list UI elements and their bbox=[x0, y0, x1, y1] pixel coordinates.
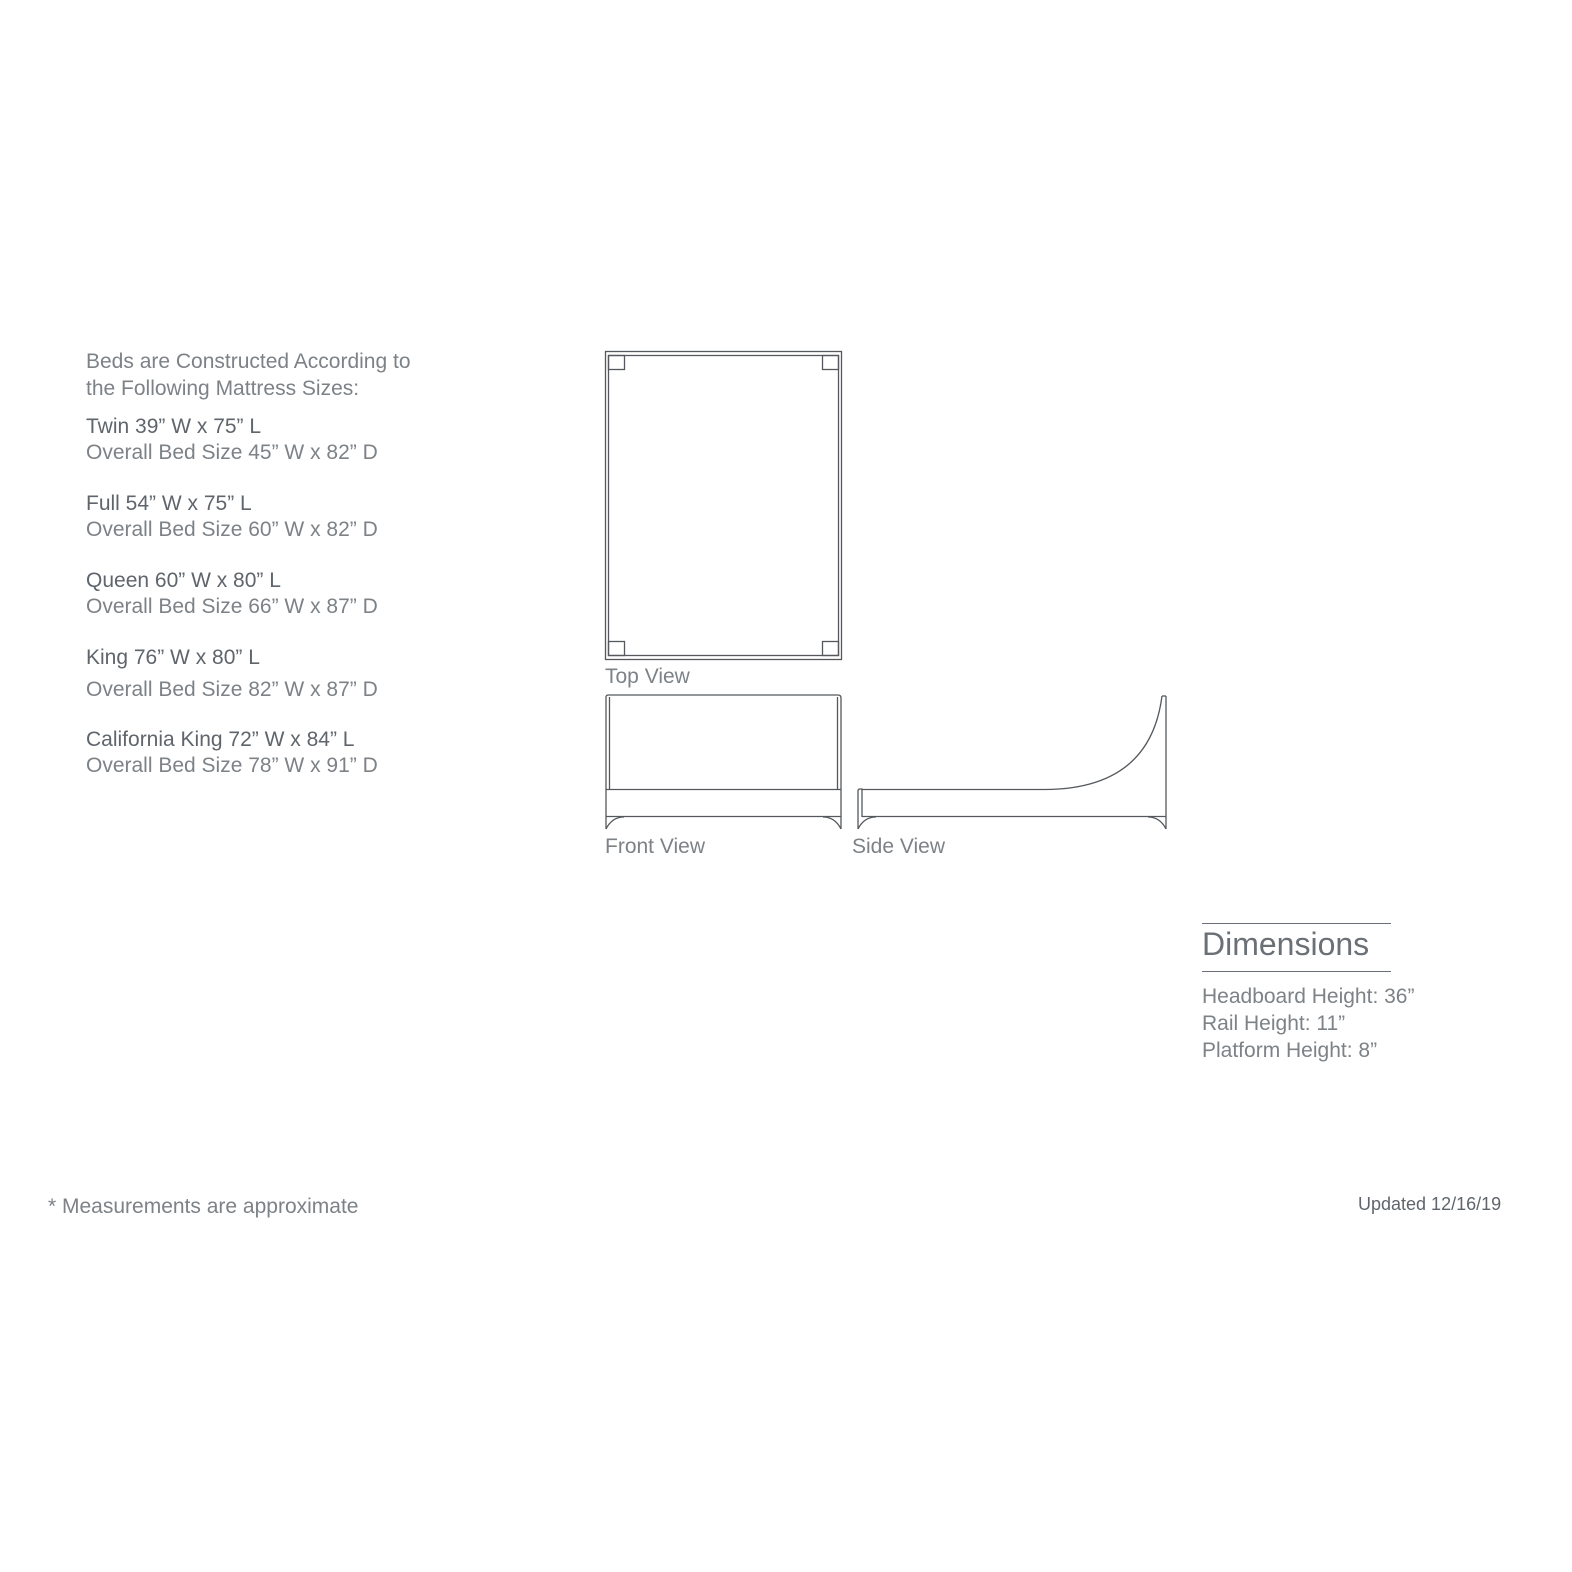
footnote: * Measurements are approximate bbox=[48, 1195, 359, 1218]
dimensions-bottom-rule bbox=[1202, 971, 1391, 972]
side-view-caption: Side View bbox=[852, 835, 946, 858]
top-view-drawing bbox=[606, 352, 842, 660]
updated-date: Updated 12/16/19 bbox=[1358, 1194, 1502, 1214]
front-view-caption: Front View bbox=[605, 835, 705, 858]
intro-line-2: the Following Mattress Sizes: bbox=[86, 377, 360, 400]
size-name: King 76” W x 80” L bbox=[86, 646, 260, 669]
size-overall: Overall Bed Size 82” W x 87” D bbox=[86, 678, 378, 701]
platform-height: Platform Height: 8” bbox=[1202, 1039, 1378, 1062]
size-overall: Overall Bed Size 66” W x 87” D bbox=[86, 595, 378, 618]
size-name: Full 54” W x 75” L bbox=[86, 492, 252, 515]
size-name: Queen 60” W x 80” L bbox=[86, 569, 281, 592]
intro-line-1: Beds are Constructed According to bbox=[86, 350, 411, 373]
size-overall: Overall Bed Size 45” W x 82” D bbox=[86, 441, 378, 464]
headboard-height: Headboard Height: 36” bbox=[1202, 985, 1415, 1008]
size-overall: Overall Bed Size 60” W x 82” D bbox=[86, 518, 378, 541]
dimensions-list bbox=[1202, 983, 1414, 1064]
front-view-drawing bbox=[606, 695, 841, 829]
size-overall: Overall Bed Size 78” W x 91” D bbox=[86, 754, 378, 777]
dimensions-top-rule bbox=[1202, 923, 1391, 924]
size-name: California King 72” W x 84” L bbox=[86, 728, 355, 751]
dimensions-title: Dimensions bbox=[1202, 926, 1370, 962]
top-view-caption: Top View bbox=[605, 665, 690, 688]
rail-height: Rail Height: 11” bbox=[1202, 1012, 1346, 1035]
side-view-drawing bbox=[858, 696, 1166, 829]
size-name: Twin 39” W x 75” L bbox=[86, 415, 262, 438]
